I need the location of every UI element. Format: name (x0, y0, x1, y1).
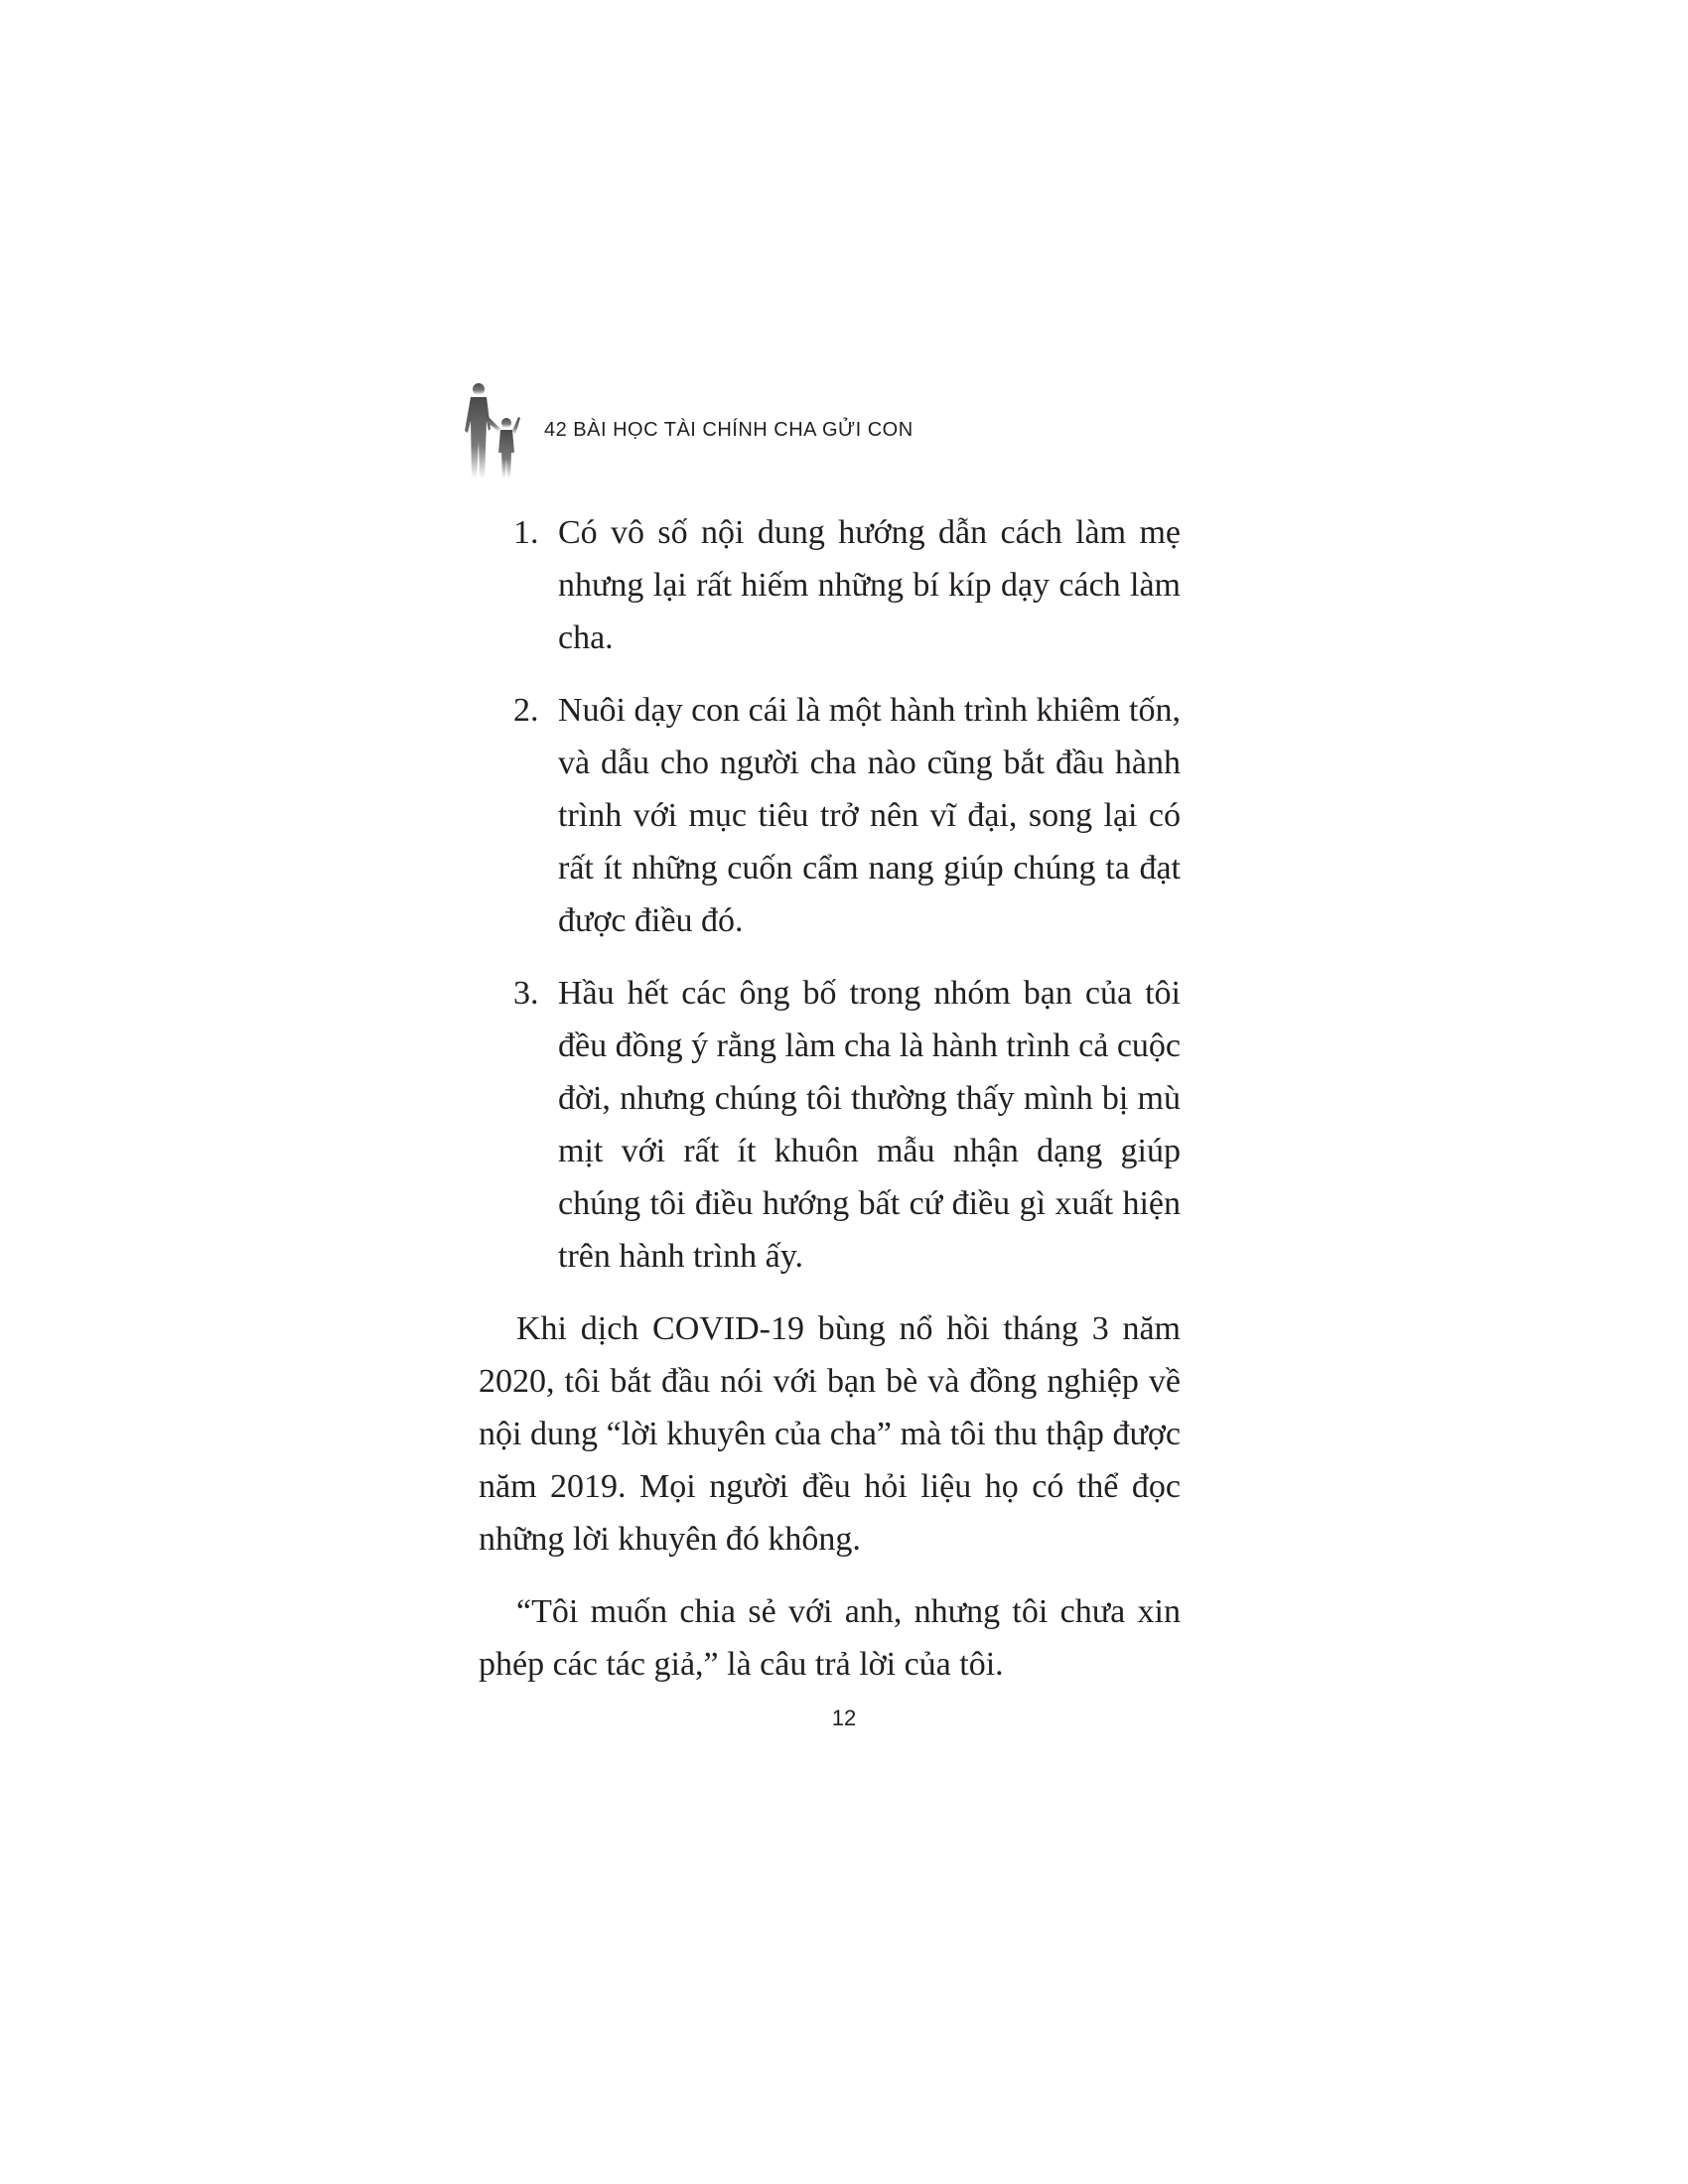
list-item (479, 967, 1181, 1283)
list-text: Nuôi dạy con cái là một hành trình khiêm tốn, và dẫu cho người cha nào cũng bắt đầu hành trình với mục tiêu trở nên vĩ đại, song lại có rất ít những cuốn cẩm nang giúp chúng ta đạt được điều đó. (558, 692, 1181, 939)
paragraph: Khi dịch COVID-19 bùng nổ hồi tháng 3 năm 2020, tôi bắt đầu nói với bạn bè và đồng nghiệp về nội dung “lời khuyên của cha” mà tôi thu thập được năm 2019. Mọi người đều hỏi liệu họ có thể đọc những lời khuyên đó không. (479, 1310, 1181, 1558)
list-text: Có vô số nội dung hướng dẫn cách làm mẹ nhưng lại rất hiếm những bí kíp dạy cách làm cha. (558, 514, 1181, 656)
list-number: 3. (513, 975, 539, 1012)
paragraph: “Tôi muốn chia sẻ với anh, nhưng tôi chưa xin phép các tác giả,” là câu trả lời của tôi. (479, 1593, 1181, 1683)
page-number: 12 (831, 1706, 857, 1730)
list-number: 2. (513, 692, 539, 729)
numbered-list (479, 506, 1181, 1283)
running-header (461, 381, 1017, 480)
father-child-silhouette-icon (461, 381, 530, 480)
running-header-title: 42 BÀI HỌC TÀI CHÍNH CHA GỬI CON (544, 419, 914, 441)
list-text: Hầu hết các ông bố trong nhóm bạn của tôi đều đồng ý rằng làm cha là hành trình cả cuộc đời, nhưng chúng tôi thường thấy mình bị mù mịt với rất ít khuôn mẫu nhận dạng giúp chúng tôi điều hướng bất cứ điều gì xuất hiện trên hành trình ấy. (558, 975, 1181, 1275)
list-item (479, 506, 1181, 664)
list-item (479, 684, 1181, 947)
body-text (479, 506, 1181, 1710)
list-number: 1. (513, 514, 539, 551)
